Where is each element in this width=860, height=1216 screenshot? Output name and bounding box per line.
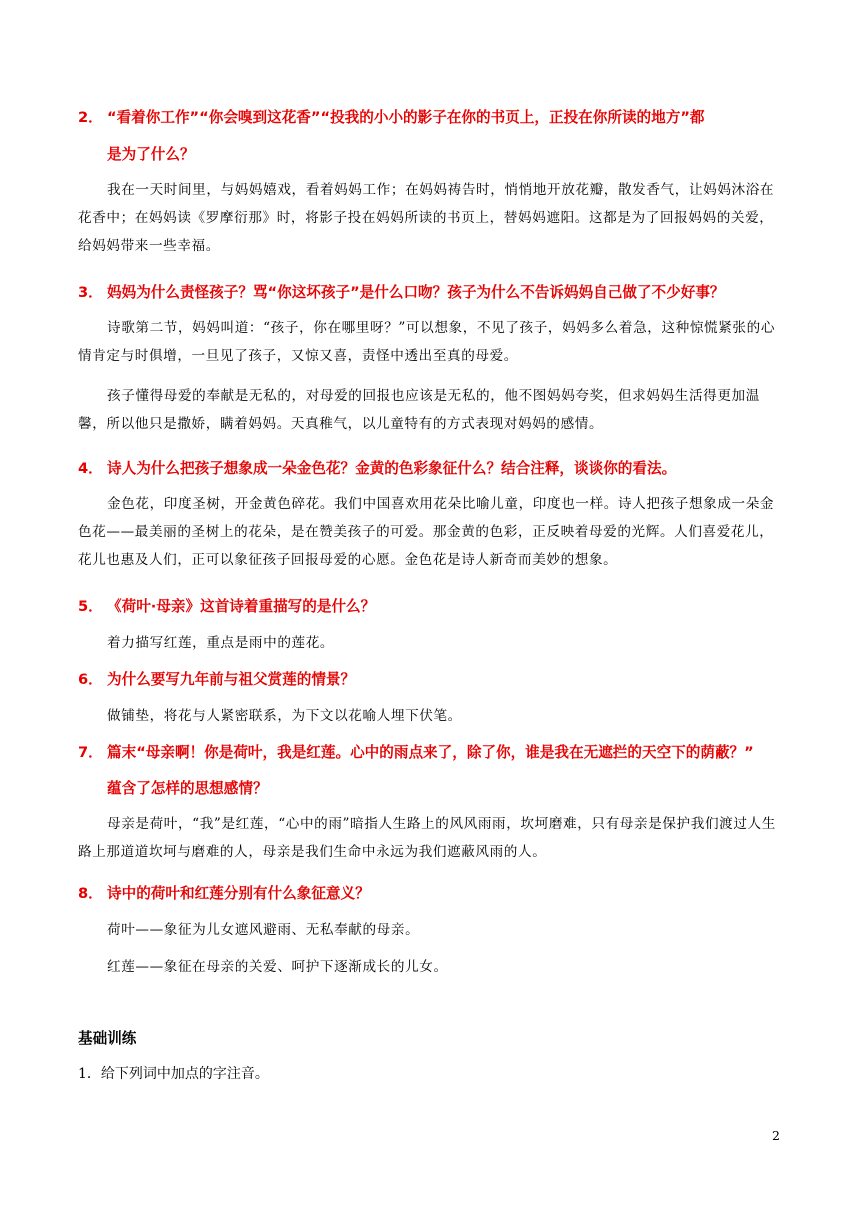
answer-3-paragraph-1: 诗歌第二节，妈妈叫道：“孩子，你在哪里呀？”可以想象，不见了孩子，妈妈多么着急，这种惊慌紧张的心情肯定与时俱增，一旦见了孩子，又惊又喜，责怪中透出至真的母爱。 xyxy=(78,320,776,364)
question-number: 5． xyxy=(78,598,103,615)
answer-3-paragraph-2: 孩子懂得母爱的奉献是无私的，对母爱的回报也应该是无私的，他不图妈妈夸奖，但求妈妈生活得更加温馨，所以他只是撒娇，瞒着妈妈。天真稚气，以儿童特有的方式表现对妈妈的感情。 xyxy=(78,388,760,432)
question-number: 6． xyxy=(78,671,103,688)
question-7-continued: 蕴含了怎样的思想感情？ xyxy=(107,780,268,797)
question-number: 4． xyxy=(78,460,103,477)
question-4 xyxy=(78,454,778,484)
answer-8-line-1: 荷叶——象征为儿女遮风避雨、无私奉献的母亲。 xyxy=(107,922,420,938)
answer-8-line-2: 红莲——象征在母亲的关爱、呵护下逐渐成长的儿女。 xyxy=(107,959,448,975)
page-number: 2 xyxy=(772,1128,780,1143)
question-number: 8． xyxy=(78,885,103,902)
section-title: 基础训练 xyxy=(78,1030,137,1047)
question-text: 篇末“母亲啊！你是荷叶，我是红莲。心中的雨点来了，除了你，谁是我在无遮拦的天空下的荫蔽？” xyxy=(107,744,754,761)
answer-5: 着力描写红莲，重点是雨中的莲花。 xyxy=(107,635,335,651)
question-3 xyxy=(78,278,778,308)
question-text: 诗中的荷叶和红莲分别有什么象征意义？ xyxy=(107,885,370,902)
answer-4: 金色花，印度圣树，开金黄色碎花。我们中国喜欢用花朵比喻儿童，印度也一样。诗人把孩子想象成一朵金色花——最美丽的圣树上的花朵，是在赞美孩子的可爱。那金黄的色彩，正反映着母爱的光辉。人们喜爱花儿，花儿也惠及人们，正可以象征孩子回报母爱的心愿。金色花是诗人新奇而美妙的想象。 xyxy=(78,496,775,568)
question-6 xyxy=(78,665,778,695)
answer-6: 做铺垫，将花与人紧密联系，为下文以花喻人埋下伏笔。 xyxy=(107,708,462,724)
question-2-continued: 是为了什么？ xyxy=(107,146,195,163)
question-text: 《荷叶·母亲》这首诗着重描写的是什么？ xyxy=(107,598,376,615)
question-number: 7． xyxy=(78,744,103,761)
question-2 xyxy=(78,103,778,133)
answer-2: 我在一天时间里，与妈妈嬉戏，看着妈妈工作；在妈妈祷告时，悄悄地开放花瓣，散发香气，让妈妈沐浴在花香中；在妈妈读《罗摩衍那》时，将影子投在妈妈所读的书页上，替妈妈遮阳。这都是为了回报妈妈的关爱，给妈妈带来一些幸福。 xyxy=(78,182,775,254)
question-8 xyxy=(78,879,778,909)
question-text: “看着你工作”“你会嗅到这花香”“投我的小小的影子在你的书页上，正投在你所读的地方”都 xyxy=(107,109,705,126)
question-text: 为什么要写九年前与祖父赏莲的情景？ xyxy=(107,671,356,688)
question-7 xyxy=(78,738,778,768)
question-text: 妈妈为什么责怪孩子？骂“你这坏孩子”是什么口吻？孩子为什么不告诉妈妈自己做了不少好事？ xyxy=(107,284,725,301)
question-number: 2． xyxy=(78,109,103,126)
question-number: 3． xyxy=(78,284,103,301)
exercise-1: 1．给下列词中加点的字注音。 xyxy=(78,1066,269,1082)
question-text: 诗人为什么把孩子想象成一朵金色花？金黄的色彩象征什么？结合注释，谈谈你的看法。 xyxy=(107,460,677,477)
question-5 xyxy=(78,592,778,622)
answer-7: 母亲是荷叶，“我”是红莲，“心中的雨”暗指人生路上的风风雨雨，坎坷磨难，只有母亲是保护我们渡过人生路上那道道坎坷与磨难的人，母亲是我们生命中永远为我们遮蔽风雨的人。 xyxy=(78,816,776,860)
